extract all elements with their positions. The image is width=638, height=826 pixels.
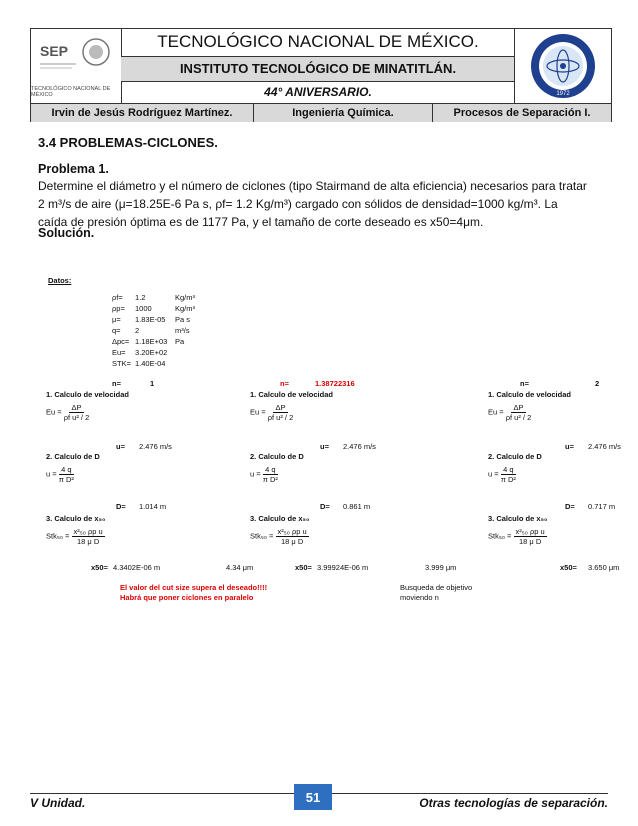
n-label: n= bbox=[112, 379, 121, 388]
problem-title: Problema 1. bbox=[38, 162, 109, 176]
datos-unit: Kg/m³ bbox=[175, 293, 196, 302]
fraction: $\frac{\Delta P}{\text{ρf u² / 2}}$ bbox=[505, 403, 532, 422]
datos-unit: Kg/m³ bbox=[175, 304, 196, 313]
x50-label: x50= bbox=[91, 563, 108, 572]
datos-unit: Pa bbox=[175, 337, 185, 346]
header-subtitle: INSTITUTO TECNOLÓGICO DE MINATITLÁN. bbox=[121, 56, 515, 82]
fraction: $\frac{\Delta P}{\text{ρf u² / 2}}$ bbox=[267, 403, 294, 422]
datos-label: Datos: bbox=[48, 276, 72, 285]
stokes-equation: Stk₅₀ = $\frac{\text{x²₅₀ ρp u}}{\text{18 μ D}}$ bbox=[488, 527, 545, 546]
step-diameter: 2. Calculo de D bbox=[488, 452, 542, 461]
fraction: $\frac{4 q}{\text{π D²}}$ bbox=[500, 465, 516, 484]
problem-line: Determine el diámetro y el número de ciclones (tipo Stairmand de alta eficiencia) necesarios para tratar bbox=[38, 179, 587, 193]
u-label: u= bbox=[565, 442, 574, 451]
problem-statement bbox=[38, 177, 603, 231]
fraction: $\frac{4 q}{\text{π D²}}$ bbox=[58, 465, 74, 484]
datos-value: 1.40E-04 bbox=[135, 359, 166, 368]
datos-unit: Pa s bbox=[175, 315, 191, 324]
datos-unit: m³/s bbox=[175, 326, 190, 335]
sep-logo bbox=[31, 29, 122, 103]
datos-value: 1.83E-05 bbox=[135, 315, 166, 324]
step-velocity: 1. Calculo de velocidad bbox=[488, 390, 571, 399]
n-label: n= bbox=[280, 379, 289, 388]
solution-title: Solución. bbox=[38, 226, 95, 240]
fraction: $\frac{\Delta P}{\text{ρf u² / 2}}$ bbox=[63, 403, 90, 422]
u-value: 2.476 m/s bbox=[343, 442, 376, 451]
footer-unit: V Unidad. bbox=[30, 796, 86, 810]
x50-label: x50= bbox=[560, 563, 577, 572]
warning-line: Habrá que poner ciclones en paralelo bbox=[120, 593, 254, 602]
header-course: Procesos de Separación I. bbox=[453, 107, 591, 119]
seal-year: 1972 bbox=[556, 91, 570, 97]
u-label: u= bbox=[320, 442, 329, 451]
header-anniversary: 44° ANIVERSARIO. bbox=[264, 85, 372, 99]
x50-value: 4.3402E-06 m bbox=[113, 563, 161, 572]
n-value: 1.38722316 bbox=[315, 379, 355, 388]
n-value: 1 bbox=[150, 379, 155, 388]
datos-symbol: Δpc= bbox=[112, 337, 130, 346]
seal-icon bbox=[528, 31, 598, 101]
step-velocity: 1. Calculo de velocidad bbox=[46, 390, 129, 399]
fraction: $\frac{\text{x²₅₀ ρp u}}{\text{18 μ D}}$ bbox=[515, 527, 545, 546]
page-number: 51 bbox=[294, 784, 332, 810]
u-label: u= bbox=[116, 442, 125, 451]
step-velocity: 1. Calculo de velocidad bbox=[250, 390, 333, 399]
section-title: 3.4 PROBLEMAS-CICLONES. bbox=[38, 135, 218, 150]
sep-emblem-icon bbox=[36, 34, 116, 84]
u-value: 2.476 m/s bbox=[588, 442, 621, 451]
step-diameter: 2. Calculo de D bbox=[46, 452, 100, 461]
x50-micron: 3.999 μm bbox=[425, 563, 457, 572]
warning-line: El valor del cut size supera el deseado!!!! bbox=[120, 583, 268, 592]
D-label: D= bbox=[116, 502, 126, 511]
datos-symbol: ρp= bbox=[112, 304, 125, 313]
euler-equation: Eu = $\frac{\Delta P}{\text{ρf u² / 2}}$ bbox=[250, 403, 294, 422]
euler-equation: Eu = $\frac{\Delta P}{\text{ρf u² / 2}}$ bbox=[46, 403, 90, 422]
datos-value: 3.20E+02 bbox=[135, 348, 168, 357]
note-line: Busqueda de objetivo bbox=[400, 583, 473, 592]
velocity-equation: u = $\frac{4 q}{\text{π D²}}$ bbox=[250, 465, 278, 484]
header-career: Ingeniería Química. bbox=[254, 104, 433, 122]
n-value: 2 bbox=[595, 379, 600, 388]
step-cutsize: 3. Calculo de x₅₀ bbox=[46, 514, 106, 523]
problem-line: 2 m³/s de aire (μ=18.25E-6 Pa s, ρf= 1.2 Kg/m³) cargado con sólidos de densidad=1000 kg/m³. La bbox=[38, 197, 558, 211]
u-value: 2.476 m/s bbox=[139, 442, 172, 451]
logo-caption: TECNOLÓGICO NACIONAL DE MÉXICO bbox=[31, 86, 111, 98]
datos-value: 2 bbox=[135, 326, 140, 335]
stokes-equation: Stk₅₀ = $\frac{\text{x²₅₀ ρp u}}{\text{18 μ D}}$ bbox=[250, 527, 307, 546]
n-label: n= bbox=[520, 379, 529, 388]
svg-text:SEP: SEP bbox=[40, 43, 69, 59]
D-label: D= bbox=[320, 502, 330, 511]
velocity-equation: u = $\frac{4 q}{\text{π D²}}$ bbox=[488, 465, 516, 484]
datos-value: 1.18E+03 bbox=[135, 337, 168, 346]
velocity-equation: u = $\frac{4 q}{\text{π D²}}$ bbox=[46, 465, 74, 484]
datos-symbol: μ= bbox=[112, 315, 121, 324]
D-value: 0.861 m bbox=[343, 502, 371, 511]
step-cutsize: 3. Calculo de x₅₀ bbox=[488, 514, 548, 523]
header-info-row bbox=[31, 103, 611, 122]
header-author: Irvin de Jesús Rodríguez Martínez. bbox=[31, 104, 254, 122]
stokes-equation: Stk₅₀ = $\frac{\text{x²₅₀ ρp u}}{\text{18 μ D}}$ bbox=[46, 527, 103, 546]
datos-symbol: STK= bbox=[112, 359, 131, 368]
fraction: $\frac{4 q}{\text{π D²}}$ bbox=[262, 465, 278, 484]
datos-value: 1.2 bbox=[135, 293, 146, 302]
datos-symbol: Eu= bbox=[112, 348, 126, 357]
document-header bbox=[30, 28, 612, 122]
fraction: $\frac{\text{x²₅₀ ρp u}}{\text{18 μ D}}$ bbox=[73, 527, 103, 546]
x50-micron: 3.650 μm bbox=[588, 563, 620, 572]
D-value: 0.717 m bbox=[588, 502, 616, 511]
D-label: D= bbox=[565, 502, 575, 511]
institute-seal bbox=[514, 29, 611, 103]
datos-value: 1000 bbox=[135, 304, 152, 313]
header-title: TECNOLÓGICO NACIONAL DE MÉXICO. bbox=[157, 32, 479, 51]
footer-topic: Otras tecnologías de separación. bbox=[419, 796, 608, 810]
x50-value: 3.99924E-06 m bbox=[317, 563, 369, 572]
step-diameter: 2. Calculo de D bbox=[250, 452, 304, 461]
x50-label: x50= bbox=[295, 563, 312, 572]
problem-line: caída de presión óptima es de 1177 Pa, y el tamaño de corte deseado es x50=4μm. bbox=[38, 215, 484, 229]
fraction: $\frac{\text{x²₅₀ ρp u}}{\text{18 μ D}}$ bbox=[277, 527, 307, 546]
euler-equation: Eu = $\frac{\Delta P}{\text{ρf u² / 2}}$ bbox=[488, 403, 532, 422]
x50-micron: 4.34 μm bbox=[226, 563, 254, 572]
step-cutsize: 3. Calculo de x₅₀ bbox=[250, 514, 310, 523]
note-line: moviendo n bbox=[400, 593, 439, 602]
D-value: 1.014 m bbox=[139, 502, 167, 511]
datos-symbol: q= bbox=[112, 326, 121, 335]
datos-symbol: ρf= bbox=[112, 293, 123, 302]
